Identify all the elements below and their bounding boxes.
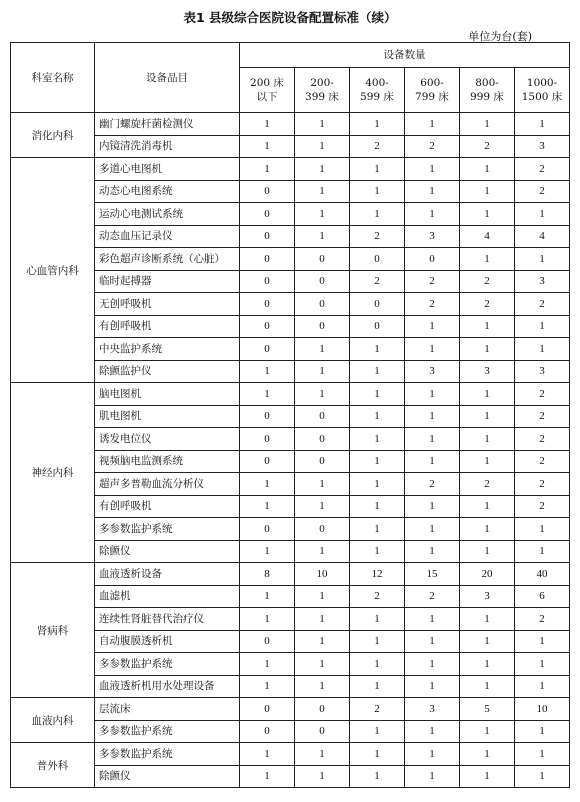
- quantity-cell: 1: [350, 653, 405, 676]
- quantity-cell: 1: [295, 473, 350, 496]
- quantity-cell: 1: [295, 495, 350, 518]
- quantity-cell: 0: [240, 405, 295, 428]
- table-row: [11, 293, 570, 316]
- quantity-cell: 1: [515, 653, 570, 676]
- quantity-cell: 2: [515, 495, 570, 518]
- quantity-cell: 1: [240, 383, 295, 406]
- table-row: [11, 698, 570, 721]
- equipment-item: 动态血压记录仪: [95, 225, 240, 248]
- equipment-item: 中央监护系统: [95, 338, 240, 361]
- table-row: [11, 653, 570, 676]
- quantity-cell: 1: [240, 765, 295, 788]
- quantity-cell: 3: [515, 270, 570, 293]
- quantity-cell: 1: [515, 518, 570, 541]
- quantity-cell: 2: [405, 293, 460, 316]
- quantity-cell: 1: [515, 203, 570, 226]
- quantity-cell: 2: [350, 270, 405, 293]
- table-row: [11, 383, 570, 406]
- header-bed-col: [240, 68, 295, 113]
- quantity-cell: 2: [515, 473, 570, 496]
- department-name: 神经内科: [11, 383, 95, 563]
- quantity-cell: 1: [240, 653, 295, 676]
- quantity-cell: 1: [460, 720, 515, 743]
- table-row: [11, 518, 570, 541]
- quantity-cell: 1: [295, 225, 350, 248]
- quantity-cell: 1: [350, 450, 405, 473]
- quantity-cell: 0: [240, 630, 295, 653]
- quantity-cell: 2: [515, 158, 570, 181]
- quantity-cell: 40: [515, 563, 570, 586]
- quantity-cell: 1: [405, 428, 460, 451]
- quantity-cell: 1: [295, 743, 350, 766]
- quantity-cell: 2: [515, 405, 570, 428]
- header-bed-col: [295, 68, 350, 113]
- quantity-cell: 1: [515, 113, 570, 136]
- quantity-cell: 0: [350, 248, 405, 271]
- quantity-cell: 2: [350, 225, 405, 248]
- quantity-cell: 1: [405, 405, 460, 428]
- equipment-item: 有创呼吸机: [95, 495, 240, 518]
- quantity-cell: 1: [405, 180, 460, 203]
- quantity-cell: 2: [405, 270, 460, 293]
- quantity-cell: 1: [350, 180, 405, 203]
- quantity-cell: 1: [350, 428, 405, 451]
- quantity-cell: 3: [405, 225, 460, 248]
- equipment-table: [10, 42, 570, 788]
- quantity-cell: 0: [295, 698, 350, 721]
- quantity-cell: 1: [350, 473, 405, 496]
- equipment-item: 除颤仪: [95, 540, 240, 563]
- quantity-cell: 1: [295, 653, 350, 676]
- quantity-cell: 1: [405, 518, 460, 541]
- quantity-cell: 1: [405, 765, 460, 788]
- quantity-cell: 1: [240, 158, 295, 181]
- equipment-item: 多参数监护系统: [95, 653, 240, 676]
- quantity-cell: 1: [240, 743, 295, 766]
- quantity-cell: 1: [405, 743, 460, 766]
- quantity-cell: 1: [350, 765, 405, 788]
- quantity-cell: 10: [515, 698, 570, 721]
- table-row: [11, 158, 570, 181]
- equipment-item: 血滤机: [95, 585, 240, 608]
- equipment-item: 多参数监护系统: [95, 720, 240, 743]
- table-row: [11, 180, 570, 203]
- equipment-item: 超声多普勒血流分析仪: [95, 473, 240, 496]
- quantity-cell: 3: [515, 135, 570, 158]
- quantity-cell: 1: [405, 720, 460, 743]
- equipment-item: 诱发电位仪: [95, 428, 240, 451]
- quantity-cell: 0: [240, 338, 295, 361]
- quantity-cell: 0: [295, 518, 350, 541]
- quantity-cell: 1: [350, 608, 405, 631]
- table-row: [11, 270, 570, 293]
- quantity-cell: 2: [515, 180, 570, 203]
- quantity-cell: 1: [460, 338, 515, 361]
- equipment-item: 血液透析机用水处理设备: [95, 675, 240, 698]
- quantity-cell: 1: [240, 675, 295, 698]
- equipment-item: 血液透析设备: [95, 563, 240, 586]
- quantity-cell: 1: [515, 743, 570, 766]
- quantity-cell: 1: [295, 360, 350, 383]
- quantity-cell: 4: [460, 225, 515, 248]
- quantity-cell: 10: [295, 563, 350, 586]
- quantity-cell: 0: [295, 428, 350, 451]
- header-bed-line2: 1500 床: [521, 91, 563, 103]
- quantity-cell: 1: [460, 113, 515, 136]
- header-bed-line1: 600-: [420, 77, 444, 89]
- quantity-cell: 1: [295, 608, 350, 631]
- quantity-cell: 1: [460, 518, 515, 541]
- quantity-cell: 0: [405, 248, 460, 271]
- quantity-cell: 1: [240, 135, 295, 158]
- quantity-cell: 1: [350, 383, 405, 406]
- quantity-cell: 1: [460, 428, 515, 451]
- quantity-cell: 3: [515, 360, 570, 383]
- table-row: [11, 428, 570, 451]
- quantity-cell: 1: [295, 180, 350, 203]
- table-row: [11, 360, 570, 383]
- quantity-cell: 1: [460, 315, 515, 338]
- equipment-item: 除颤监护仪: [95, 360, 240, 383]
- quantity-cell: 0: [295, 315, 350, 338]
- equipment-item: 视频脑电监测系统: [95, 450, 240, 473]
- table-title: 表1 县级综合医院设备配置标准（续）: [183, 10, 397, 25]
- table-row: [11, 473, 570, 496]
- quantity-cell: 3: [405, 698, 460, 721]
- quantity-cell: 1: [460, 743, 515, 766]
- table-row: [11, 720, 570, 743]
- quantity-cell: 2: [460, 293, 515, 316]
- quantity-cell: 2: [515, 450, 570, 473]
- quantity-cell: 0: [240, 180, 295, 203]
- quantity-cell: 1: [460, 765, 515, 788]
- equipment-item: 临时起搏器: [95, 270, 240, 293]
- quantity-cell: 0: [295, 720, 350, 743]
- table-row: [11, 675, 570, 698]
- quantity-cell: 0: [240, 450, 295, 473]
- quantity-cell: 1: [515, 338, 570, 361]
- quantity-cell: 1: [460, 158, 515, 181]
- quantity-cell: 1: [405, 383, 460, 406]
- quantity-cell: 0: [295, 450, 350, 473]
- quantity-cell: 1: [460, 540, 515, 563]
- quantity-cell: 2: [515, 383, 570, 406]
- quantity-cell: 2: [460, 270, 515, 293]
- quantity-cell: 2: [460, 135, 515, 158]
- quantity-cell: 0: [240, 270, 295, 293]
- equipment-item: 肌电图机: [95, 405, 240, 428]
- header-bed-col: [405, 68, 460, 113]
- department-name: 肾病科: [11, 563, 95, 698]
- quantity-cell: 1: [295, 630, 350, 653]
- header-item: 设备品目: [95, 43, 240, 113]
- header-bed-line2: 399 床: [305, 91, 339, 103]
- header-quantity: 设备数量: [240, 43, 570, 68]
- quantity-cell: 1: [405, 315, 460, 338]
- quantity-cell: 1: [405, 338, 460, 361]
- header-bed-line2: 799 床: [415, 91, 449, 103]
- quantity-cell: 15: [405, 563, 460, 586]
- quantity-cell: 4: [515, 225, 570, 248]
- header-bed-col: [460, 68, 515, 113]
- quantity-cell: 0: [240, 428, 295, 451]
- quantity-cell: 3: [460, 585, 515, 608]
- quantity-cell: 0: [240, 203, 295, 226]
- quantity-cell: 0: [350, 293, 405, 316]
- table-row: [11, 315, 570, 338]
- quantity-cell: 1: [295, 540, 350, 563]
- quantity-cell: 2: [405, 135, 460, 158]
- equipment-item: 自动腹膜透析机: [95, 630, 240, 653]
- table-row: [11, 450, 570, 473]
- quantity-cell: 1: [295, 203, 350, 226]
- department-name: 普外科: [11, 743, 95, 788]
- equipment-item: 连续性肾脏替代治疗仪: [95, 608, 240, 631]
- quantity-cell: 1: [295, 585, 350, 608]
- header-bed-line1: 400-: [365, 77, 389, 89]
- quantity-cell: 1: [405, 450, 460, 473]
- quantity-cell: 1: [460, 383, 515, 406]
- quantity-cell: 3: [405, 360, 460, 383]
- quantity-cell: 1: [240, 113, 295, 136]
- quantity-cell: 0: [295, 293, 350, 316]
- quantity-cell: 2: [350, 135, 405, 158]
- quantity-cell: 1: [405, 495, 460, 518]
- table-row: [11, 338, 570, 361]
- quantity-cell: 1: [350, 113, 405, 136]
- header-bed-line1: 200 床: [250, 77, 284, 89]
- department-name: 心血管内科: [11, 158, 95, 383]
- equipment-item: 层流床: [95, 698, 240, 721]
- table-row: [11, 225, 570, 248]
- quantity-cell: 20: [460, 563, 515, 586]
- quantity-cell: 1: [515, 630, 570, 653]
- quantity-cell: 1: [460, 495, 515, 518]
- header-bed-line2: 999 床: [470, 91, 504, 103]
- equipment-item: 动态心电图系统: [95, 180, 240, 203]
- quantity-cell: 1: [515, 248, 570, 271]
- quantity-cell: 1: [405, 608, 460, 631]
- header-bed-line1: 200-: [310, 77, 334, 89]
- quantity-cell: 1: [350, 158, 405, 181]
- department-name: 血液内科: [11, 698, 95, 743]
- department-name: 消化内科: [11, 113, 95, 158]
- quantity-cell: 2: [405, 473, 460, 496]
- equipment-item: 有创呼吸机: [95, 315, 240, 338]
- quantity-cell: 1: [240, 360, 295, 383]
- quantity-cell: 1: [295, 158, 350, 181]
- quantity-cell: 2: [515, 428, 570, 451]
- quantity-cell: 5: [460, 698, 515, 721]
- quantity-cell: 1: [460, 653, 515, 676]
- table-row: [11, 585, 570, 608]
- quantity-cell: 0: [240, 698, 295, 721]
- quantity-cell: 1: [460, 405, 515, 428]
- table-row: [11, 630, 570, 653]
- equipment-item: 多参数监护系统: [95, 743, 240, 766]
- quantity-cell: 1: [240, 495, 295, 518]
- header-bed-col: [515, 68, 570, 113]
- quantity-cell: 1: [350, 495, 405, 518]
- unit-note: 单位为台(套): [468, 30, 532, 43]
- quantity-cell: 0: [295, 248, 350, 271]
- table-row: [11, 608, 570, 631]
- quantity-cell: 0: [240, 720, 295, 743]
- quantity-cell: 12: [350, 563, 405, 586]
- quantity-cell: 1: [350, 675, 405, 698]
- table-row: [11, 248, 570, 271]
- quantity-cell: 2: [515, 608, 570, 631]
- header-dept: 科室名称: [11, 43, 95, 113]
- quantity-cell: 0: [240, 225, 295, 248]
- header-bed-line2: 以下: [256, 91, 278, 103]
- quantity-cell: 1: [405, 675, 460, 698]
- quantity-cell: 1: [350, 518, 405, 541]
- quantity-cell: 1: [350, 540, 405, 563]
- table-row: [11, 563, 570, 586]
- header-bed-col: [350, 68, 405, 113]
- quantity-cell: 2: [405, 585, 460, 608]
- quantity-cell: 0: [240, 293, 295, 316]
- quantity-cell: 1: [405, 630, 460, 653]
- quantity-cell: 1: [405, 158, 460, 181]
- quantity-cell: 1: [515, 540, 570, 563]
- header-bed-line1: 800-: [475, 77, 499, 89]
- quantity-cell: 1: [405, 653, 460, 676]
- quantity-cell: 1: [295, 765, 350, 788]
- quantity-cell: 1: [295, 383, 350, 406]
- quantity-cell: 2: [350, 698, 405, 721]
- quantity-cell: 1: [295, 113, 350, 136]
- quantity-cell: 1: [295, 135, 350, 158]
- table-row: [11, 405, 570, 428]
- quantity-cell: 1: [405, 540, 460, 563]
- quantity-cell: 1: [350, 630, 405, 653]
- quantity-cell: 2: [350, 585, 405, 608]
- quantity-cell: 1: [350, 405, 405, 428]
- quantity-cell: 1: [350, 338, 405, 361]
- quantity-cell: 0: [240, 248, 295, 271]
- table-row: [11, 113, 570, 136]
- quantity-cell: 1: [350, 360, 405, 383]
- header-bed-line2: 599 床: [360, 91, 394, 103]
- quantity-cell: 2: [515, 293, 570, 316]
- table-row: [11, 203, 570, 226]
- quantity-cell: 0: [350, 315, 405, 338]
- equipment-item: 无创呼吸机: [95, 293, 240, 316]
- table-row: [11, 135, 570, 158]
- quantity-cell: 1: [240, 608, 295, 631]
- equipment-item: 多参数监护系统: [95, 518, 240, 541]
- table-row: [11, 495, 570, 518]
- quantity-cell: 1: [515, 720, 570, 743]
- equipment-item: 多道心电图机: [95, 158, 240, 181]
- quantity-cell: 1: [350, 203, 405, 226]
- quantity-cell: 1: [460, 180, 515, 203]
- quantity-cell: 0: [295, 270, 350, 293]
- equipment-item: 除颤仪: [95, 765, 240, 788]
- quantity-cell: 1: [295, 338, 350, 361]
- quantity-cell: 1: [460, 630, 515, 653]
- quantity-cell: 1: [240, 540, 295, 563]
- quantity-cell: 1: [460, 450, 515, 473]
- quantity-cell: 1: [460, 675, 515, 698]
- equipment-item: 彩色超声诊断系统（心脏）: [95, 248, 240, 271]
- quantity-cell: 6: [515, 585, 570, 608]
- quantity-cell: 1: [240, 585, 295, 608]
- header-bed-line1: 1000-: [526, 77, 558, 89]
- table-row: [11, 540, 570, 563]
- quantity-cell: 1: [405, 203, 460, 226]
- quantity-cell: 1: [240, 473, 295, 496]
- quantity-cell: 1: [515, 315, 570, 338]
- quantity-cell: 1: [405, 113, 460, 136]
- equipment-item: 内镜清洗消毒机: [95, 135, 240, 158]
- table-row: [11, 765, 570, 788]
- quantity-cell: 1: [460, 248, 515, 271]
- quantity-cell: 1: [515, 675, 570, 698]
- quantity-cell: 0: [240, 518, 295, 541]
- quantity-cell: 1: [350, 743, 405, 766]
- table-row: [11, 743, 570, 766]
- quantity-cell: 0: [240, 315, 295, 338]
- quantity-cell: 1: [295, 675, 350, 698]
- quantity-cell: 1: [515, 765, 570, 788]
- equipment-item: 幽门螺旋杆菌检测仪: [95, 113, 240, 136]
- quantity-cell: 1: [460, 203, 515, 226]
- equipment-item: 运动心电测试系统: [95, 203, 240, 226]
- equipment-item: 脑电图机: [95, 383, 240, 406]
- quantity-cell: 1: [460, 608, 515, 631]
- quantity-cell: 3: [460, 360, 515, 383]
- quantity-cell: 8: [240, 563, 295, 586]
- quantity-cell: 1: [350, 720, 405, 743]
- quantity-cell: 0: [295, 405, 350, 428]
- quantity-cell: 2: [460, 473, 515, 496]
